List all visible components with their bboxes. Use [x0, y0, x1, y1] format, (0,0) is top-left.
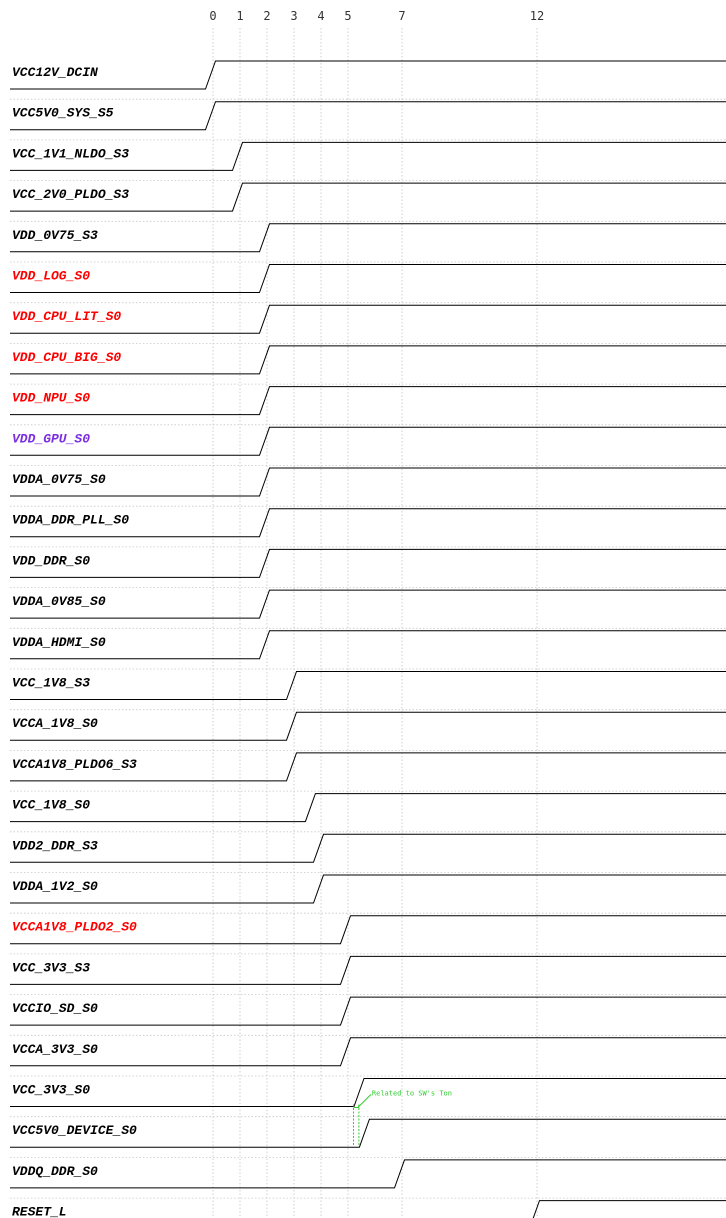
rail-waveform — [10, 875, 726, 903]
rail-waveform — [10, 265, 726, 293]
rail-label: VCC_1V8_S0 — [12, 797, 91, 813]
tick-label-2: 2 — [263, 9, 271, 23]
rail-waveform — [10, 590, 726, 618]
annotation-leader — [358, 1095, 371, 1108]
sw-ton-annotation — [354, 1090, 452, 1147]
rail-waveform — [10, 1079, 726, 1107]
rail-row-vcc-1v8-s3 — [10, 672, 726, 700]
rail-label: VDD_GPU_S0 — [12, 431, 91, 447]
rail-waveform — [10, 997, 726, 1025]
rail-row-vcca-1v8-s0 — [10, 712, 726, 740]
rail-row-vdd2-ddr-s3 — [10, 834, 726, 862]
rail-label: VCC_3V3_S0 — [12, 1082, 91, 1098]
tick-label-1: 1 — [236, 9, 244, 23]
rail-row-vdda-hdmi-s0 — [10, 631, 726, 659]
rail-label: VDD_0V75_S3 — [12, 227, 98, 243]
rail-row-vcc5v0-device-s0 — [10, 1119, 726, 1147]
tick-labels — [209, 9, 544, 23]
rail-row-vdd-0v75-s3 — [10, 224, 726, 252]
rail-waveform — [10, 834, 726, 862]
rail-label: VCCA_1V8_S0 — [12, 716, 98, 732]
rail-waveform — [10, 427, 726, 455]
rail-label: VDDA_0V75_S0 — [12, 472, 106, 487]
rail-waveform — [10, 549, 726, 577]
tick-label-12: 12 — [529, 9, 545, 23]
rail-row-vdd-npu-s0 — [10, 387, 726, 415]
rail-waveform — [10, 712, 726, 740]
rail-waveform — [10, 672, 726, 700]
rail-row-vcc12v-dcin — [10, 61, 726, 89]
tick-label-3: 3 — [290, 9, 298, 23]
rail-label: VCCA1V8_PLDO6_S3 — [12, 756, 137, 772]
rail-row-vcc5v0-sys-s5 — [10, 102, 726, 130]
rail-label: VCCA1V8_PLDO2_S0 — [12, 919, 137, 935]
rail-waveform — [10, 224, 726, 252]
rail-label: VCC_2V0_PLDO_S3 — [12, 187, 130, 203]
rail-label: VDD_CPU_BIG_S0 — [12, 349, 122, 365]
tick-label-0: 0 — [209, 9, 217, 23]
rail-row-vdd-cpu-big-s0 — [10, 346, 726, 374]
rail-row-vcca-3v3-s0 — [10, 1038, 726, 1066]
rail-label: VDDA_HDMI_S0 — [12, 634, 106, 650]
tick-label-7: 7 — [398, 9, 406, 23]
rail-row-vdd-gpu-s0 — [10, 427, 726, 455]
rail-waveform — [10, 794, 726, 822]
rail-waveform — [10, 102, 726, 130]
tick-label-5: 5 — [344, 9, 352, 23]
rail-row-vdda-ddr-pll-s0 — [10, 509, 726, 537]
rail-row-vcc-1v1-nldo-s3 — [10, 142, 726, 170]
rail-label: VDD_DDR_S0 — [12, 553, 91, 569]
rail-row-vcc-1v8-s0 — [10, 794, 726, 822]
rail-row-vcca1v8-pldo6-s3 — [10, 753, 726, 781]
rail-row-vddq-ddr-s0 — [10, 1160, 726, 1188]
rail-row-vdda-1v2-s0 — [10, 875, 726, 903]
rail-waveform — [10, 1038, 726, 1066]
rail-label: VDD2_DDR_S3 — [12, 838, 98, 854]
rail-row-reset-l — [10, 1201, 726, 1218]
rail-row-vdda-0v85-s0 — [10, 590, 726, 618]
rail-row-vdd-cpu-lit-s0 — [10, 305, 726, 333]
rail-label: VCCA_3V3_S0 — [12, 1041, 98, 1057]
rail-label: VDDA_0V85_S0 — [12, 594, 106, 610]
rail-label: VCC5V0_SYS_S5 — [12, 105, 114, 121]
rail-waveform — [10, 468, 726, 496]
rail-label: VDDQ_DDR_S0 — [12, 1163, 98, 1179]
rail-waveform — [10, 1201, 726, 1218]
rail-label: VDDA_1V2_S0 — [12, 879, 98, 894]
annotation-text: Related to SW's Ton — [371, 1089, 452, 1098]
rail-label: VDDA_DDR_PLL_S0 — [12, 512, 130, 528]
rail-label: VCC12V_DCIN — [12, 65, 98, 80]
rail-label: VCC_1V1_NLDO_S3 — [12, 146, 130, 162]
rail-label: VCC5V0_DEVICE_S0 — [12, 1123, 137, 1139]
rail-label: VCC_3V3_S3 — [12, 960, 91, 976]
rail-row-vccio-sd-s0 — [10, 997, 726, 1025]
rail-label: VDD_CPU_LIT_S0 — [12, 309, 122, 325]
rail-row-vcc-2v0-pldo-s3 — [10, 183, 726, 211]
rail-label: VCCIO_SD_S0 — [12, 1001, 98, 1017]
rail-waveform — [10, 387, 726, 415]
rail-label: VCC_1V8_S3 — [12, 675, 91, 691]
rail-waveform — [10, 1160, 726, 1188]
vertical-gridlines — [213, 28, 537, 1218]
rail-row-vdd-log-s0 — [10, 265, 726, 293]
rail-waveform — [10, 61, 726, 89]
tick-label-4: 4 — [317, 9, 325, 23]
rail-label: VDD_LOG_S0 — [12, 268, 91, 284]
rail-row-vcc-3v3-s3 — [10, 956, 726, 984]
rail-waveform — [10, 631, 726, 659]
rail-label: RESET_L — [12, 1204, 67, 1218]
rail-label: VDD_NPU_S0 — [12, 390, 91, 406]
rail-row-vdda-0v75-s0 — [10, 468, 726, 496]
rail-row-vcca1v8-pldo2-s0 — [10, 916, 726, 944]
rail-rows — [10, 61, 726, 1218]
rail-waveform — [10, 956, 726, 984]
rail-row-vdd-ddr-s0 — [10, 549, 726, 577]
rail-row-vcc-3v3-s0 — [10, 1079, 726, 1107]
